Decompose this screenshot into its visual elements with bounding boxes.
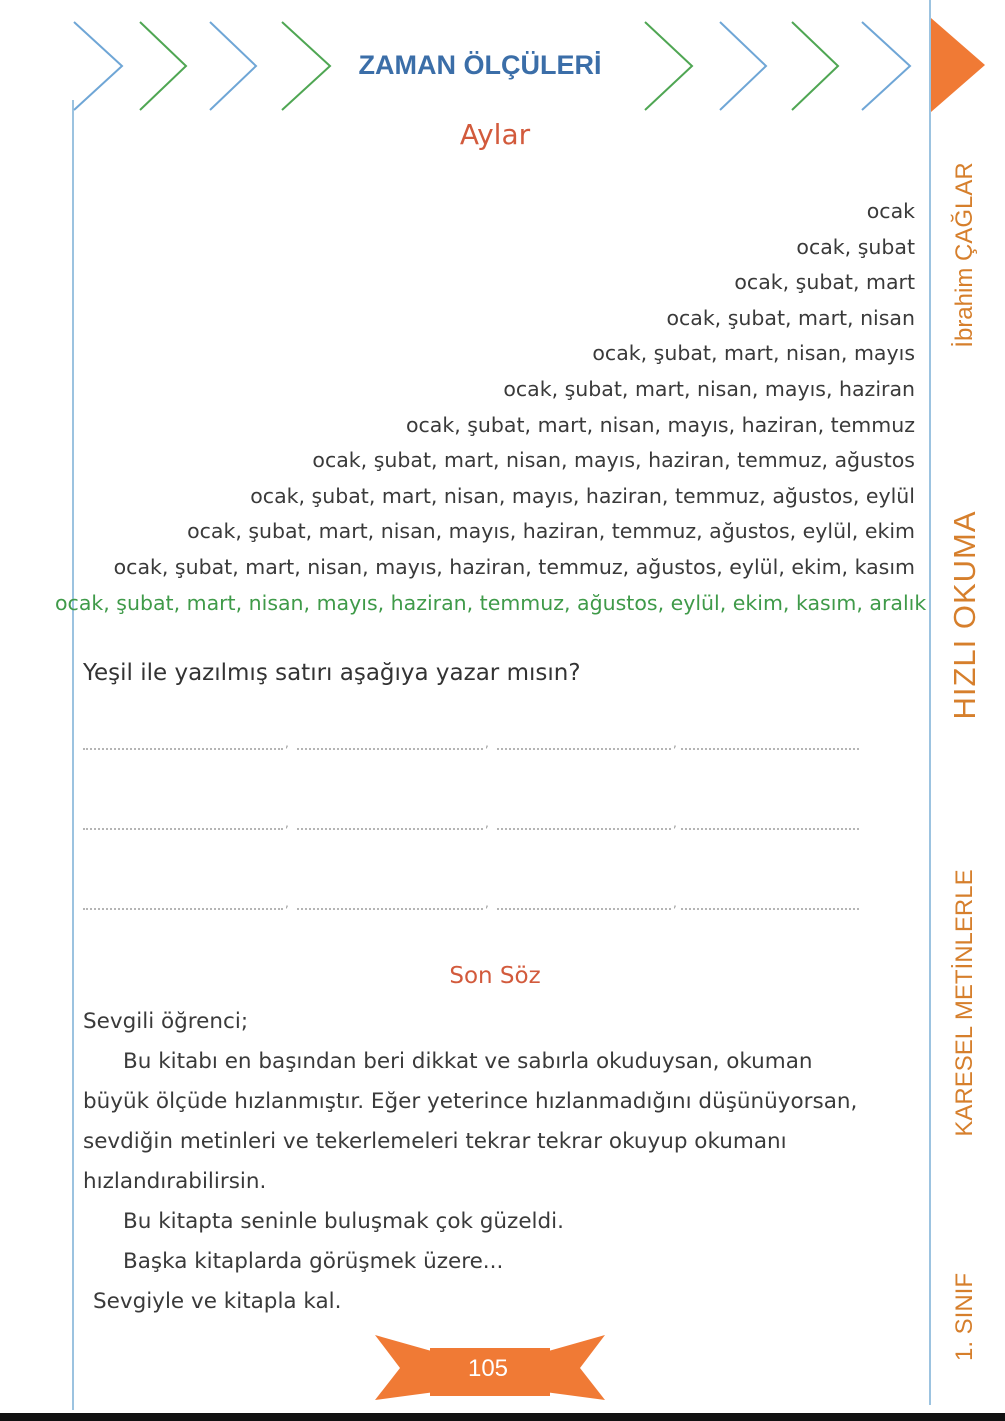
chevron-icon — [720, 22, 766, 110]
bottom-edge — [0, 1413, 1005, 1421]
chevron-icon — [645, 22, 692, 110]
chevron-icon — [74, 22, 122, 110]
paragraph-line: büyük ölçüde hızlanmıştır. Eğer yeterince hızlanmadığını düşünüyorsan, — [83, 1089, 858, 1114]
page-number: 105 — [467, 1355, 509, 1382]
month-line: ocak, şubat, mart, nisan, mayıs, haziran, temmuz, ağustos — [312, 448, 915, 473]
son-soz-heading: Son Söz — [449, 963, 541, 989]
chevron-icon — [210, 22, 256, 110]
exercise-question: Yeşil ile yazılmış satırı aşağıya yazar mısın? — [83, 660, 581, 686]
month-line: ocak, şubat — [796, 234, 915, 259]
page-title: ZAMAN ÖLÇÜLERİ — [358, 50, 602, 80]
sidebar-series: KARESEL METİNLERLE — [951, 869, 978, 1137]
month-line: ocak — [866, 199, 915, 223]
answer-line[interactable]: , , , — [83, 818, 863, 832]
month-line: ocak, şubat, mart, nisan, mayıs, haziran, temmuz, ağustos, eylül, ekim, kasım — [113, 554, 915, 579]
months-pyramid — [55, 194, 927, 621]
paragraph-line: sevdiğin metinleri ve tekerlemeleri tekrar tekrar okuyup okumanı — [83, 1129, 787, 1154]
orange-triangle-icon — [931, 18, 985, 112]
month-line: ocak, şubat, mart, nisan, mayıs — [592, 341, 915, 366]
sidebar-grade: 1. SINIF — [951, 1272, 978, 1362]
paragraph-line: Bu kitapta seninle buluşmak çok güzeldi. — [123, 1209, 564, 1234]
paragraph-line: Bu kitabı en başından beri dikkat ve sabırla okuduysan, okuman — [123, 1049, 813, 1074]
month-line: ocak, şubat, mart, nisan — [666, 305, 915, 330]
greeting: Sevgili öğrenci; — [83, 1009, 249, 1034]
answer-line[interactable]: , , , — [83, 738, 863, 752]
chevron-icon — [862, 22, 910, 110]
green-month-line: ocak, şubat, mart, nisan, mayıs, haziran, temmuz, ağustos, eylül, ekim, kasım, aralık — [55, 590, 927, 615]
section-subtitle: Aylar — [459, 118, 531, 151]
month-line: ocak, şubat, mart, nisan, mayıs, haziran, temmuz — [405, 412, 915, 437]
chevron-icon — [140, 22, 186, 110]
paragraph-line: Başka kitaplarda görüşmek üzere... — [123, 1249, 504, 1274]
answer-line[interactable]: , , , — [83, 898, 863, 912]
sidebar-book-title: HIZLI OKUMA — [947, 510, 982, 720]
paragraph-line: hızlandırabilirsin. — [83, 1169, 267, 1194]
closing-line: Sevgiyle ve kitapla kal. — [93, 1289, 342, 1314]
month-line: ocak, şubat, mart, nisan, mayıs, haziran — [503, 376, 915, 401]
right-frame-line — [929, 0, 931, 1405]
chevron-icon — [792, 22, 838, 110]
month-line: ocak, şubat, mart, nisan, mayıs, haziran, temmuz, ağustos, eylül, ekim — [187, 519, 915, 544]
sidebar-author: İbrahim ÇAĞLAR — [951, 162, 978, 348]
chevron-icon — [282, 22, 330, 110]
month-line: ocak, şubat, mart, nisan, mayıs, haziran, temmuz, ağustos, eylül — [250, 483, 915, 508]
month-line: ocak, şubat, mart — [734, 270, 915, 295]
